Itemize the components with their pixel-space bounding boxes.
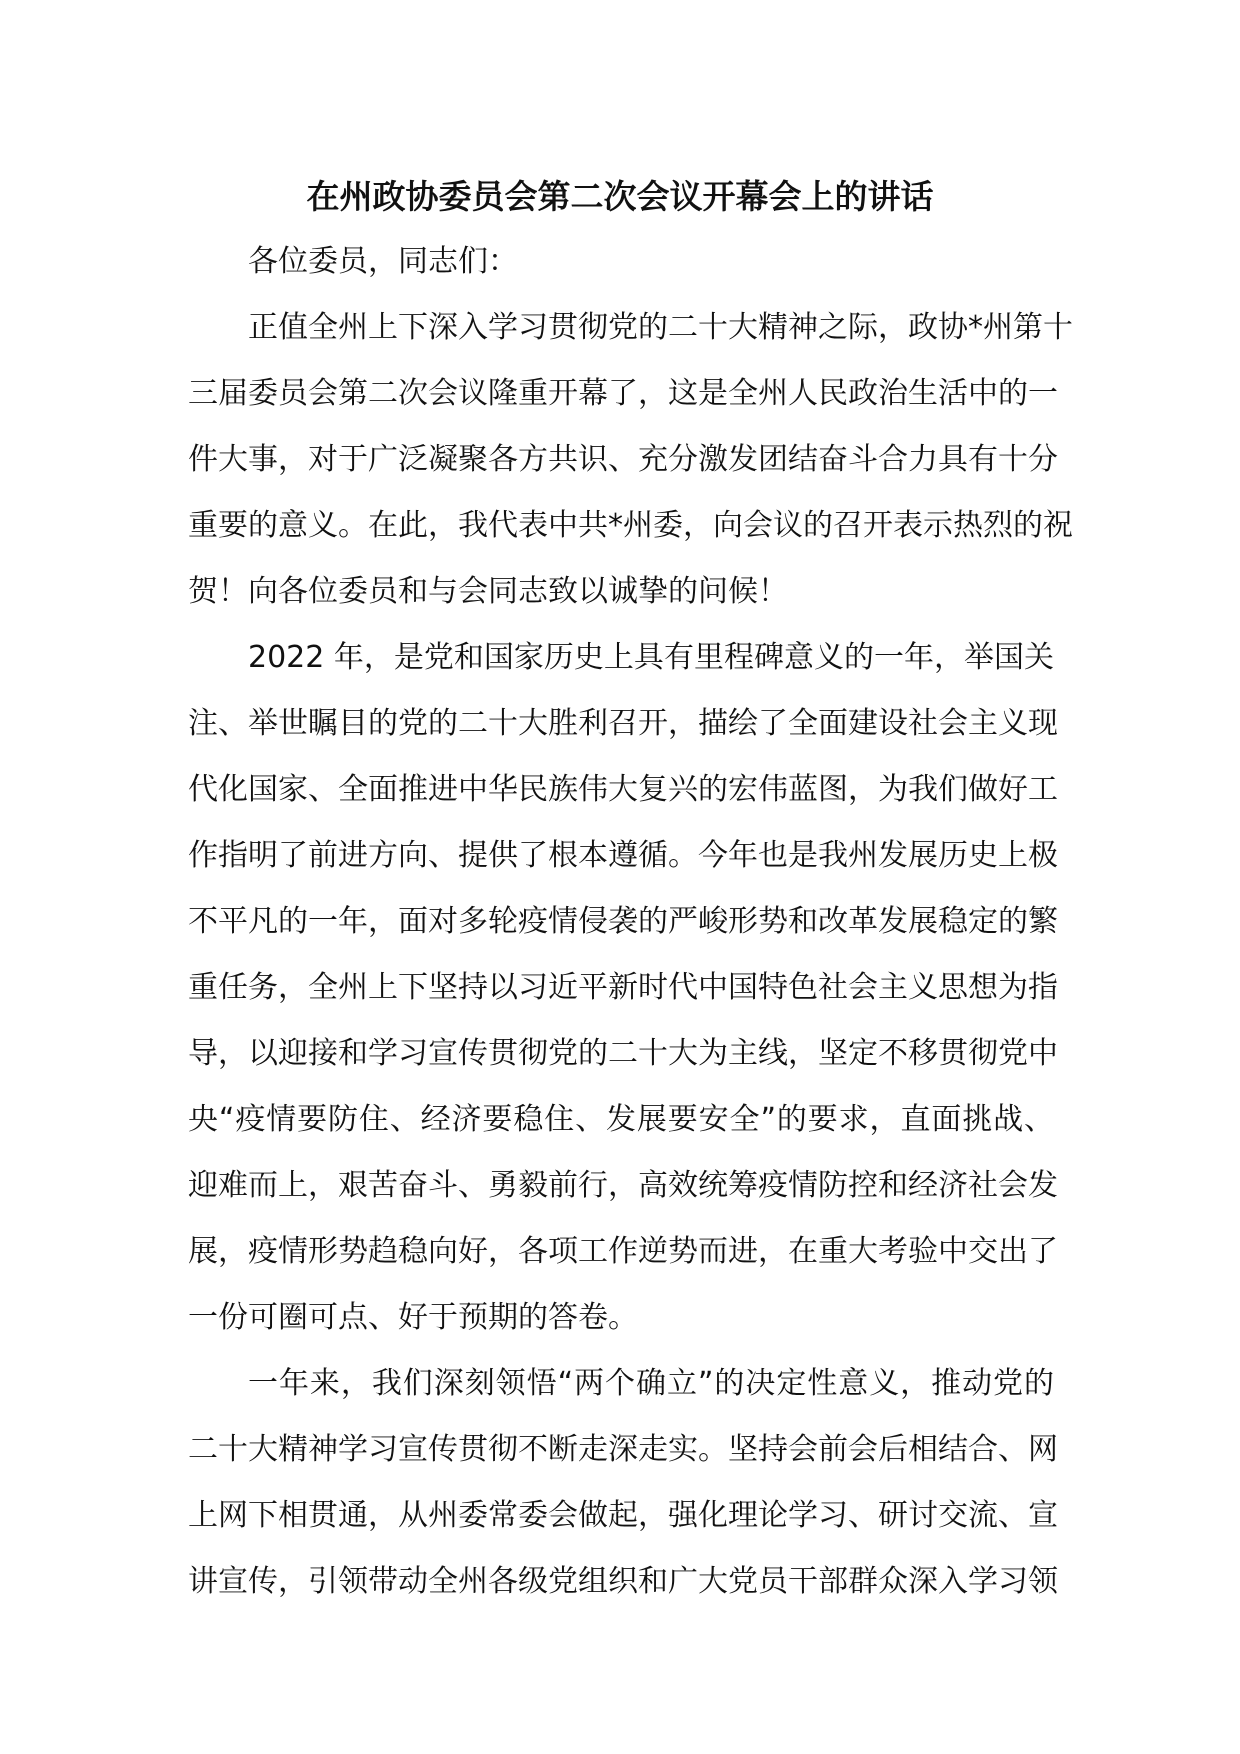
- document-body: [188, 240, 1073, 1626]
- paragraph-1-line-4: 重要的意义。在此，我代表中共*州委，向会议的召开表示热烈的祝: [188, 508, 1073, 543]
- paragraph-2-line-6: 重任务，全州上下坚持以习近平新时代中国特色社会主义思想为指: [188, 970, 1058, 1005]
- paragraph-2-line-2: 注、举世瞩目的党的二十大胜利召开，描绘了全面建设社会主义现: [188, 706, 1058, 741]
- greeting: 各位委员，同志们：: [248, 244, 518, 279]
- paragraph-3-line-1: 一年来，我们深刻领悟“两个确立”的决定性意义，推动党的: [248, 1366, 1054, 1401]
- paragraph-3-line-2: 二十大精神学习宣传贯彻不断走深走实。坚持会前会后相结合、网: [188, 1432, 1058, 1467]
- paragraph-2-line-3: 代化国家、全面推进中华民族伟大复兴的宏伟蓝图，为我们做好工: [188, 772, 1058, 807]
- paragraph-2-line-9: 迎难而上，艰苦奋斗、勇毅前行，高效统筹疫情防控和经济社会发: [188, 1168, 1058, 1203]
- document-title: 在州政协委员会第二次会议开幕会上的讲话: [306, 177, 934, 216]
- paragraph-2-line-7: 导，以迎接和学习宣传贯彻党的二十大为主线，坚定不移贯彻党中: [188, 1036, 1058, 1071]
- paragraph-1-line-2: 三届委员会第二次会议隆重开幕了，这是全州人民政治生活中的一: [188, 376, 1058, 411]
- paragraph-1-line-1: 正值全州上下深入学习贯彻党的二十大精神之际，政协*州第十: [248, 310, 1073, 345]
- paragraph-2-line-11: 一份可圈可点、好于预期的答卷。: [188, 1300, 638, 1335]
- paragraph-2-line-4: 作指明了前进方向、提供了根本遵循。今年也是我州发展历史上极: [188, 838, 1058, 873]
- paragraph-3-line-3: 上网下相贯通，从州委常委会做起，强化理论学习、研讨交流、宣: [188, 1498, 1058, 1533]
- paragraph-2-line-5: 不平凡的一年，面对多轮疫情侵袭的严峻形势和改革发展稳定的繁: [188, 904, 1058, 939]
- paragraph-1-line-5: 贺！向各位委员和与会同志致以诚挚的问候！: [188, 574, 788, 609]
- paragraph-1-line-3: 件大事，对于广泛凝聚各方共识、充分激发团结奋斗合力具有十分: [188, 442, 1058, 477]
- paragraph-3-line-4: 讲宣传，引领带动全州各级党组织和广大党员干部群众深入学习领: [188, 1564, 1058, 1599]
- paragraph-2-line-1: 2022 年，是党和国家历史上具有里程碑意义的一年，举国关: [248, 640, 1054, 675]
- paragraph-2-line-10: 展，疫情形势趋稳向好，各项工作逆势而进，在重大考验中交出了: [188, 1234, 1058, 1269]
- paragraph-2-line-8: 央“疫情要防住、经济要稳住、发展要安全”的要求，直面挑战、: [188, 1102, 1054, 1137]
